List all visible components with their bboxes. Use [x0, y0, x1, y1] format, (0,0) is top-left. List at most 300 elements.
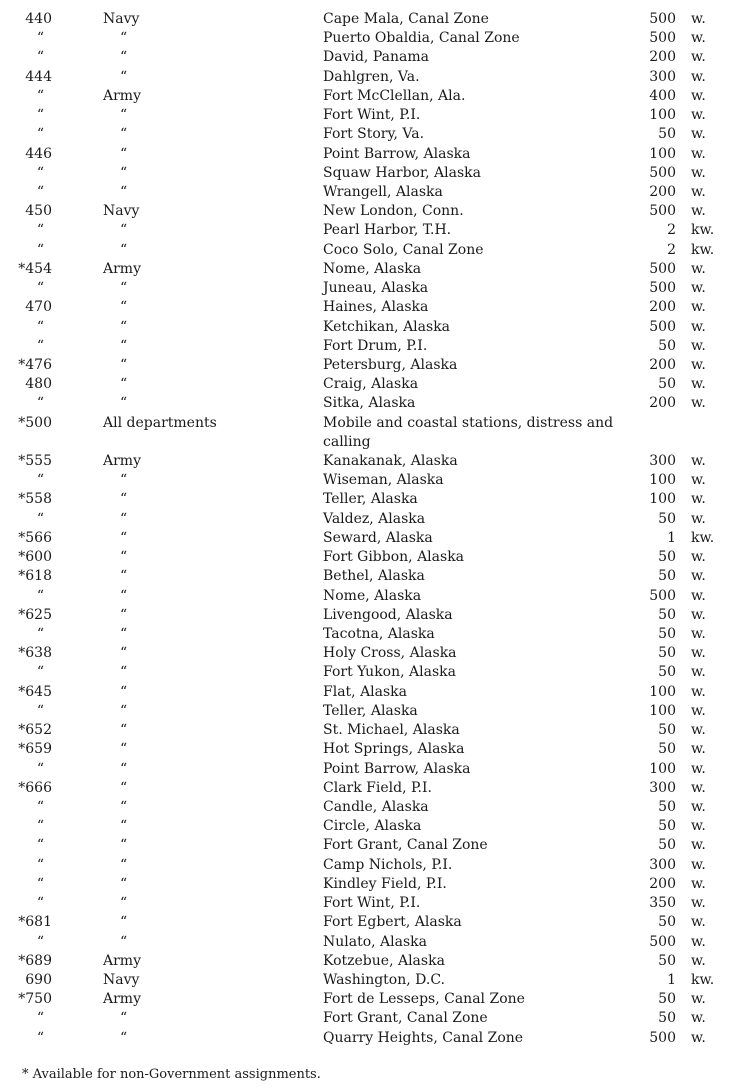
unit-cell: w. [691, 87, 706, 104]
frequency-cell: “ [36, 222, 44, 239]
frequency-cell: 480 [25, 376, 52, 393]
power-cell: 50 [658, 741, 676, 758]
unit-cell: kw. [691, 241, 715, 258]
unit-cell: w. [691, 107, 706, 124]
unit-cell: w. [691, 356, 706, 373]
table-row [0, 760, 738, 779]
frequency-cell: *689 [18, 952, 52, 969]
power-cell: 300 [649, 856, 676, 873]
unit-cell: w. [691, 702, 706, 719]
unit-cell: w. [691, 203, 706, 220]
location-cell: Haines, Alaska [323, 299, 429, 316]
frequency-cell: *638 [18, 645, 52, 662]
department-cell: “ [120, 875, 128, 892]
power-cell: 400 [649, 87, 676, 104]
power-cell: 100 [649, 683, 676, 700]
department-cell: “ [120, 183, 128, 200]
power-cell: 50 [658, 606, 676, 623]
power-cell: 50 [658, 126, 676, 143]
location-cell: Fort Yukon, Alaska [323, 664, 456, 681]
table-row [0, 510, 738, 529]
frequency-cell: *681 [18, 914, 52, 931]
location-cell: Flat, Alaska [323, 683, 408, 700]
power-cell: 500 [649, 30, 676, 47]
power-cell: 100 [649, 472, 676, 489]
frequency-cell: “ [36, 280, 44, 297]
power-cell: 500 [649, 318, 676, 335]
department-cell: “ [120, 241, 128, 258]
location-cell: Craig, Alaska [323, 376, 419, 393]
department-cell: Navy [103, 11, 140, 27]
table-row [0, 933, 738, 952]
department-cell: “ [120, 529, 128, 546]
location-cell: Point Barrow, Alaska [323, 760, 471, 777]
department-cell: “ [120, 222, 128, 239]
department-cell: Army [103, 87, 141, 104]
location-cell: Livengood, Alaska [323, 606, 453, 623]
location-cell: Pearl Harbor, T.H. [323, 222, 452, 239]
frequency-cell: “ [36, 164, 44, 181]
power-cell: 300 [649, 68, 676, 85]
location-cell: David, Panama [323, 49, 429, 66]
department-cell: “ [120, 126, 128, 143]
power-cell: 50 [658, 568, 676, 585]
location-cell: Squaw Harbor, Alaska [323, 164, 481, 181]
department-cell: “ [120, 587, 128, 604]
department-cell: “ [120, 741, 128, 758]
footnote: * Available for non-Government assignments. [22, 1067, 321, 1082]
unit-cell: w. [691, 126, 706, 143]
power-cell: 50 [658, 645, 676, 662]
table-row [0, 145, 738, 164]
location-cell: Teller, Alaska [323, 702, 418, 719]
location-cell: Fort Story, Va. [323, 126, 425, 143]
unit-cell: w. [691, 741, 706, 758]
unit-cell: w. [691, 991, 706, 1008]
table-row [0, 452, 738, 471]
power-cell: 50 [658, 549, 676, 566]
power-cell: 50 [658, 837, 676, 854]
department-cell: “ [120, 337, 128, 354]
power-cell: 50 [658, 914, 676, 931]
department-cell: “ [120, 1029, 128, 1046]
location-cell: Kindley Field, P.I. [323, 875, 447, 892]
location-cell: Circle, Alaska [323, 818, 422, 835]
unit-cell: w. [691, 145, 706, 162]
location-cell: Kanakanak, Alaska [323, 453, 458, 470]
power-cell: 200 [649, 49, 676, 66]
department-cell: “ [120, 837, 128, 854]
location-cell: Clark Field, P.I. [323, 779, 432, 796]
table-row [0, 740, 738, 759]
unit-cell: w. [691, 856, 706, 873]
power-cell: 500 [649, 203, 676, 220]
unit-cell: w. [691, 49, 706, 66]
table-row [0, 567, 738, 586]
department-cell: “ [120, 280, 128, 297]
table-row [0, 202, 738, 221]
location-cell: Fort Grant, Canal Zone [323, 1010, 488, 1027]
department-cell: “ [120, 49, 128, 66]
department-cell: Army [103, 453, 141, 470]
location-cell: Teller, Alaska [323, 491, 418, 508]
frequency-cell: “ [36, 875, 44, 892]
power-cell: 500 [649, 280, 676, 297]
table-row [0, 875, 738, 894]
power-cell: 2 [667, 241, 676, 258]
table-row [0, 68, 738, 87]
location-cell: Coco Solo, Canal Zone [323, 241, 484, 258]
frequency-cell: “ [36, 1010, 44, 1027]
table-row [0, 183, 738, 202]
power-cell: 200 [649, 875, 676, 892]
department-cell: “ [120, 895, 128, 912]
table-row [0, 606, 738, 625]
table-row [0, 798, 738, 817]
frequency-cell: “ [36, 472, 44, 489]
frequency-cell: “ [36, 895, 44, 912]
power-cell: 1 [667, 971, 676, 988]
frequency-cell: “ [36, 1029, 44, 1046]
table-row [0, 1009, 738, 1028]
frequency-cell: 470 [25, 299, 52, 316]
unit-cell: kw. [691, 971, 715, 988]
power-cell: 100 [649, 760, 676, 777]
power-cell: 50 [658, 798, 676, 815]
unit-cell: w. [691, 453, 706, 470]
location-cell: Point Barrow, Alaska [323, 145, 471, 162]
department-cell: All departments [103, 414, 217, 431]
frequency-cell: “ [36, 798, 44, 815]
department-cell: “ [120, 318, 128, 335]
unit-cell: w. [691, 183, 706, 200]
department-cell: “ [120, 299, 128, 316]
location-cell: St. Michael, Alaska [323, 722, 460, 739]
unit-cell: w. [691, 491, 706, 508]
location-cell: Quarry Heights, Canal Zone [323, 1029, 524, 1046]
frequency-cell: “ [36, 510, 44, 527]
department-cell: “ [120, 549, 128, 566]
unit-cell: kw. [691, 222, 715, 239]
frequency-cell: *645 [18, 683, 52, 700]
power-cell: 500 [649, 587, 676, 604]
table-row [0, 1029, 738, 1048]
location-cell: Fort Drum, P.I. [323, 337, 428, 354]
location-cell: Bethel, Alaska [323, 568, 425, 585]
frequency-cell: “ [36, 702, 44, 719]
department-cell: “ [120, 626, 128, 642]
power-cell: 100 [649, 107, 676, 124]
power-cell: 500 [649, 11, 676, 27]
department-cell: “ [120, 1010, 128, 1027]
power-cell: 500 [649, 933, 676, 950]
unit-cell: w. [691, 299, 706, 316]
unit-cell: w. [691, 895, 706, 912]
frequency-cell: “ [36, 107, 44, 124]
table-row [0, 414, 738, 452]
unit-cell: w. [691, 683, 706, 700]
frequency-cell: “ [36, 241, 44, 258]
department-cell: “ [120, 798, 128, 815]
table-row [0, 87, 738, 106]
table-row [0, 683, 738, 702]
location-cell: Holy Cross, Alaska [323, 645, 457, 662]
location-cell: Fort Egbert, Alaska [323, 914, 462, 931]
location-cell: Wrangell, Alaska [323, 183, 443, 200]
frequency-cell: 446 [25, 145, 52, 162]
frequency-cell: 690 [25, 971, 52, 988]
table-row [0, 663, 738, 682]
location-cell: Puerto Obaldia, Canal Zone [323, 30, 520, 47]
table-row [0, 260, 738, 279]
table-row [0, 952, 738, 971]
department-cell: “ [120, 722, 128, 739]
frequency-cell: 440 [25, 11, 52, 27]
department-cell: “ [120, 568, 128, 585]
department-cell: “ [120, 68, 128, 85]
power-cell: 350 [649, 895, 676, 912]
table-row [0, 548, 738, 567]
power-cell: 50 [658, 952, 676, 969]
frequency-cell: *666 [18, 779, 52, 796]
frequency-cell: *566 [18, 529, 52, 546]
location-cell: Nome, Alaska [323, 260, 422, 277]
unit-cell: kw. [691, 529, 715, 546]
location-cell: Washington, D.C. [323, 971, 445, 988]
frequency-cell: “ [36, 626, 44, 642]
unit-cell: w. [691, 1010, 706, 1027]
unit-cell: w. [691, 664, 706, 681]
frequency-cell: “ [36, 87, 44, 104]
unit-cell: w. [691, 318, 706, 335]
frequency-table [0, 10, 738, 1048]
unit-cell: w. [691, 568, 706, 585]
power-cell: 300 [649, 779, 676, 796]
location-cell: Valdez, Alaska [323, 510, 426, 527]
unit-cell: w. [691, 1029, 706, 1046]
table-row [0, 721, 738, 740]
department-cell: “ [120, 472, 128, 489]
frequency-cell: *659 [18, 741, 52, 758]
unit-cell: w. [691, 722, 706, 739]
frequency-cell: “ [36, 337, 44, 354]
table-row [0, 836, 738, 855]
table-row [0, 164, 738, 183]
table-row [0, 279, 738, 298]
table-row [0, 394, 738, 413]
table-row [0, 241, 738, 260]
frequency-cell: *750 [18, 991, 52, 1008]
frequency-cell: 444 [25, 68, 52, 85]
table-row [0, 471, 738, 490]
power-cell: 200 [649, 183, 676, 200]
power-cell: 300 [649, 453, 676, 470]
department-cell: “ [120, 760, 128, 777]
power-cell: 50 [658, 991, 676, 1008]
table-row [0, 779, 738, 798]
table-row [0, 913, 738, 932]
frequency-cell: “ [36, 183, 44, 200]
department-cell: “ [120, 376, 128, 393]
location-cell: Fort Wint, P.I. [323, 107, 421, 124]
department-cell: “ [120, 107, 128, 124]
table-row [0, 106, 738, 125]
power-cell: 50 [658, 510, 676, 527]
frequency-cell: *600 [18, 549, 52, 566]
location-cell: Ketchikan, Alaska [323, 318, 451, 335]
frequency-cell: “ [36, 664, 44, 681]
power-cell: 50 [658, 1010, 676, 1027]
unit-cell: w. [691, 549, 706, 566]
power-cell: 1 [667, 529, 676, 546]
power-cell: 100 [649, 145, 676, 162]
power-cell: 100 [649, 491, 676, 508]
location-cell: Nulato, Alaska [323, 933, 427, 950]
department-cell: “ [120, 645, 128, 662]
table-row [0, 298, 738, 317]
unit-cell: w. [691, 760, 706, 777]
unit-cell: w. [691, 952, 706, 969]
unit-cell: w. [691, 337, 706, 354]
frequency-cell: *555 [18, 453, 52, 470]
unit-cell: w. [691, 606, 706, 623]
department-cell: Navy [103, 203, 140, 220]
power-cell: 50 [658, 664, 676, 681]
table-row [0, 29, 738, 48]
department-cell: “ [120, 856, 128, 873]
unit-cell: w. [691, 818, 706, 835]
frequency-cell: “ [36, 837, 44, 854]
department-cell: “ [120, 356, 128, 373]
unit-cell: w. [691, 280, 706, 297]
unit-cell: w. [691, 376, 706, 393]
unit-cell: w. [691, 164, 706, 181]
table-row [0, 894, 738, 913]
department-cell: “ [120, 664, 128, 681]
location-cell: New London, Conn. [323, 203, 464, 220]
location-cell: Seward, Alaska [323, 529, 433, 546]
unit-cell: w. [691, 510, 706, 527]
power-cell: 50 [658, 818, 676, 835]
department-cell: Army [103, 260, 141, 277]
location-cell: Tacotna, Alaska [323, 626, 435, 642]
unit-cell: w. [691, 914, 706, 931]
table-row [0, 48, 738, 67]
frequency-cell: *558 [18, 491, 52, 508]
frequency-cell: “ [36, 818, 44, 835]
power-cell: 50 [658, 722, 676, 739]
location-cell: Fort Wint, P.I. [323, 895, 421, 912]
frequency-cell: “ [36, 395, 44, 412]
location-cell: Fort Gibbon, Alaska [323, 549, 465, 566]
location-cell: Petersburg, Alaska [323, 356, 458, 373]
frequency-cell: *652 [18, 722, 52, 739]
table-row [0, 856, 738, 875]
location-cell: Camp Nichols, P.I. [323, 856, 453, 873]
frequency-cell: *476 [18, 356, 52, 373]
table-row [0, 490, 738, 509]
department-cell: Army [103, 952, 141, 969]
unit-cell: w. [691, 587, 706, 604]
department-cell: “ [120, 30, 128, 47]
location-cell: Wiseman, Alaska [323, 472, 444, 489]
table-row [0, 990, 738, 1009]
table-row [0, 625, 738, 644]
frequency-cell: *454 [18, 260, 52, 277]
power-cell: 500 [649, 1029, 676, 1046]
power-cell: 500 [649, 260, 676, 277]
location-cell: Hot Springs, Alaska [323, 741, 465, 758]
power-cell: 50 [658, 376, 676, 393]
location-cell: Cape Mala, Canal Zone [323, 11, 489, 27]
department-cell: “ [120, 164, 128, 181]
power-cell: 2 [667, 222, 676, 239]
unit-cell: w. [691, 11, 706, 27]
frequency-cell: “ [36, 760, 44, 777]
department-cell: “ [120, 145, 128, 162]
location-cell: Fort de Lesseps, Canal Zone [323, 991, 525, 1008]
table-row [0, 971, 738, 990]
table-row [0, 356, 738, 375]
table-row [0, 125, 738, 144]
location-cell: Nome, Alaska [323, 587, 422, 604]
power-cell: 200 [649, 395, 676, 412]
table-row [0, 817, 738, 836]
location-cell: Kotzebue, Alaska [323, 952, 445, 969]
table-row [0, 375, 738, 394]
location-cell: Sitka, Alaska [323, 395, 416, 412]
power-cell: 200 [649, 299, 676, 316]
power-cell: 200 [649, 356, 676, 373]
location-cell: Fort Grant, Canal Zone [323, 837, 488, 854]
table-row [0, 318, 738, 337]
table-row [0, 644, 738, 663]
department-cell: “ [120, 683, 128, 700]
frequency-cell: *618 [18, 568, 52, 585]
frequency-cell: “ [36, 318, 44, 335]
unit-cell: w. [691, 472, 706, 489]
frequency-cell: *625 [18, 606, 52, 623]
power-cell: 50 [658, 337, 676, 354]
department-cell: “ [120, 779, 128, 796]
frequency-cell: “ [36, 856, 44, 873]
department-cell: “ [120, 702, 128, 719]
unit-cell: w. [691, 798, 706, 815]
power-cell: 500 [649, 164, 676, 181]
department-cell: “ [120, 491, 128, 508]
unit-cell: w. [691, 837, 706, 854]
unit-cell: w. [691, 779, 706, 796]
unit-cell: w. [691, 875, 706, 892]
department-cell: “ [120, 510, 128, 527]
location-cell: Juneau, Alaska [323, 280, 429, 297]
table-row [0, 221, 738, 240]
table-row [0, 587, 738, 606]
frequency-cell: 450 [25, 203, 52, 220]
unit-cell: w. [691, 30, 706, 47]
department-cell: Navy [103, 971, 140, 988]
frequency-cell: “ [36, 30, 44, 47]
location-cell: Dahlgren, Va. [323, 68, 420, 85]
unit-cell: w. [691, 626, 706, 642]
power-cell: 50 [658, 626, 676, 642]
unit-cell: w. [691, 645, 706, 662]
department-cell: Army [103, 991, 141, 1008]
location-cell: Candle, Alaska [323, 798, 429, 815]
unit-cell: w. [691, 395, 706, 412]
unit-cell: w. [691, 260, 706, 277]
unit-cell: w. [691, 933, 706, 950]
